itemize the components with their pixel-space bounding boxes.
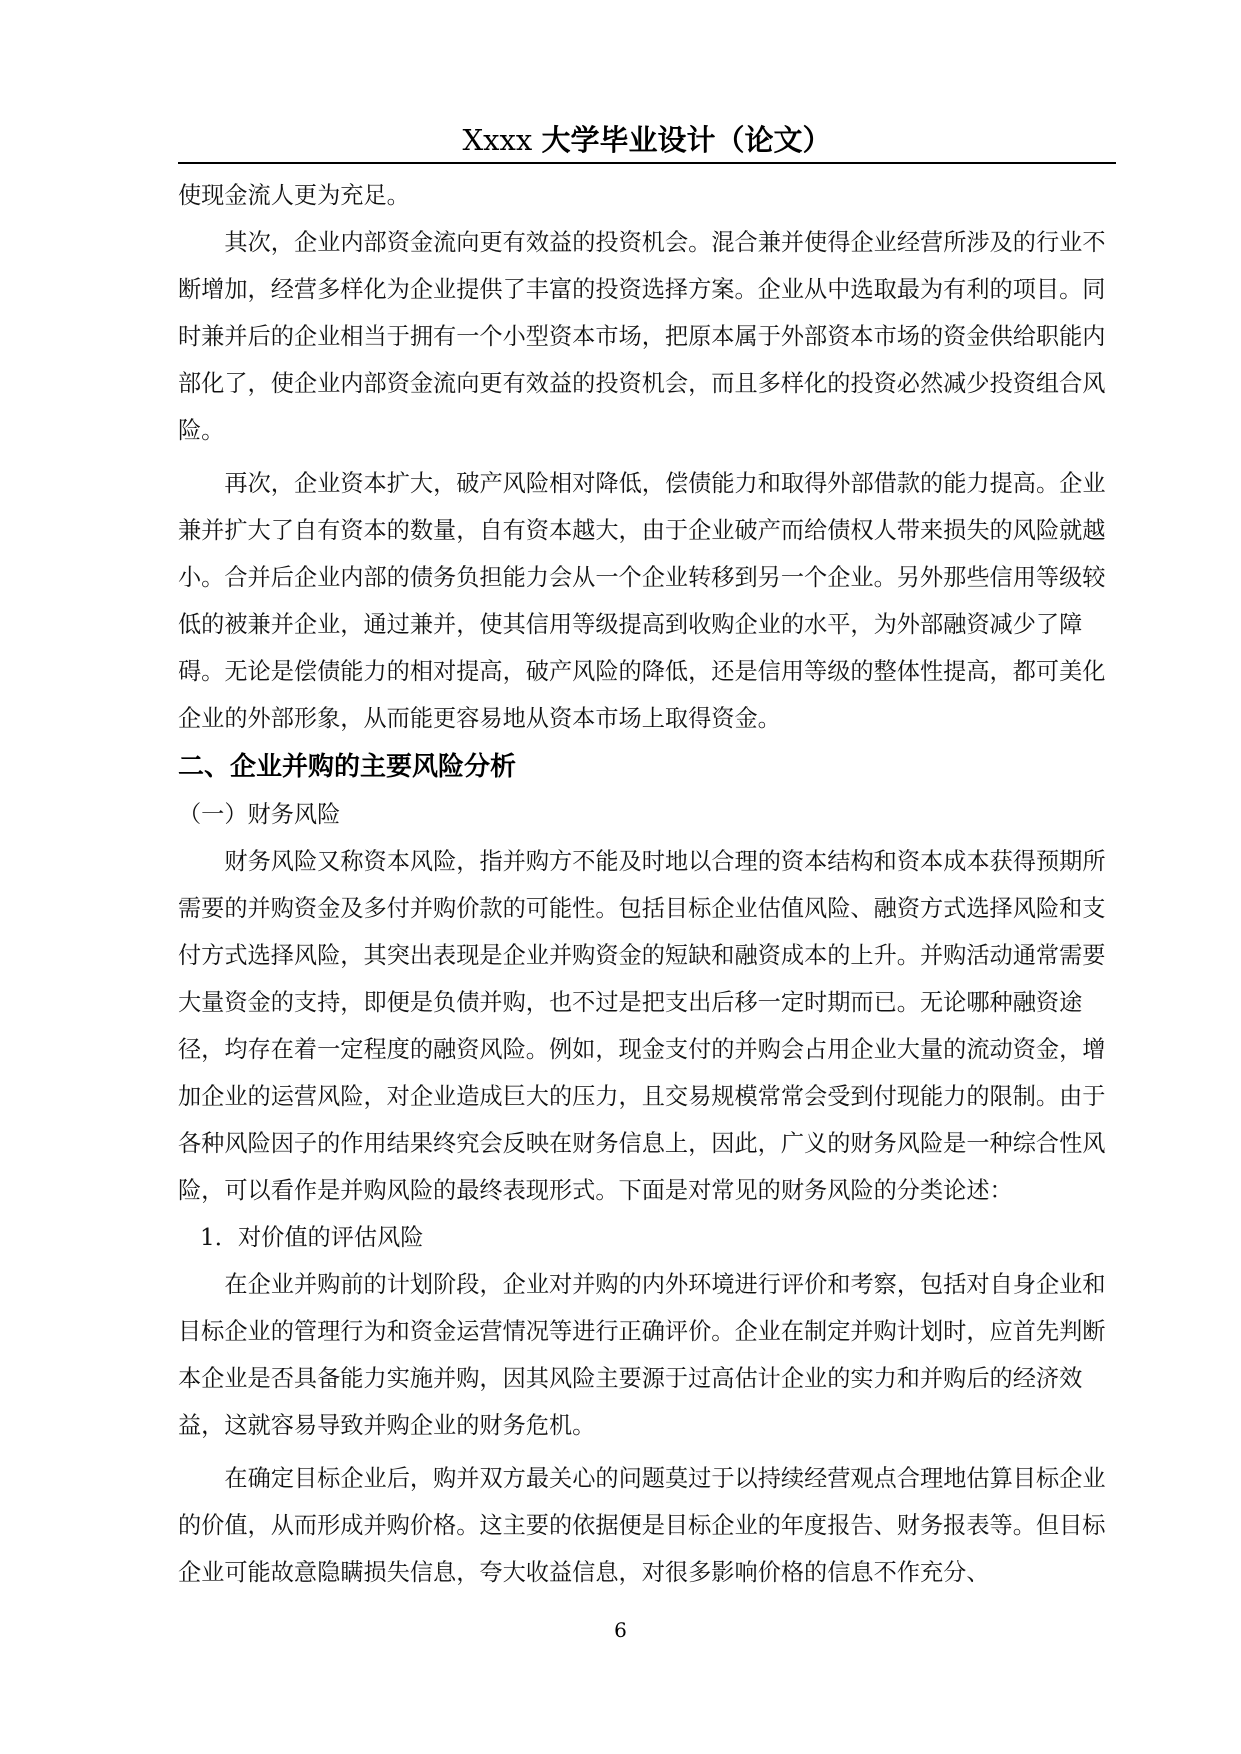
page-number: 6 [614, 1618, 627, 1642]
subsection-heading: （一）财务风险 [178, 801, 341, 828]
paragraph-3: 财务风险又称资本风险，指并购方不能及时地以合理的资本结构和资本成本获得预期所需要的并购资金及多付并购价款的可能性。包括目标企业估值风险、融资方式选择风险和支付方式选择风险，其突出表现是企业并购资金的短缺和融资成本的上升。并购活动通常需要大量资金的支持，即便是负债并购，也不过是把支出后移一定时期而已。无论哪种融资途径，均存在着一定程度的融资风险。例如，现金支付的并购会占用企业大量的流动资金，增加企业的运营风险，对企业造成巨大的压力，且交易规模常常会受到付现能力的限制。由于各种风险因子的作用结果终究会反映在财务信息上，因此，广义的财务风险是一种综合性风险，可以看作是并购风险的最终表现形式。下面是对常见的财务风险的分类论述： [178, 848, 1106, 1204]
paragraph-0: 使现金流人更为充足。 [178, 182, 410, 209]
body-text [178, 172, 1118, 1596]
paragraph-1: 其次，企业内部资金流向更有效益的投资机会。混合兼并使得企业经营所涉及的行业不断增加，经营多样化为企业提供了丰富的投资选择方案。企业从中选取最为有利的项目。同时兼并后的企业相当于拥有一个小型资本市场，把原本属于外部资本市场的资金供给职能内部化了，使企业内部资金流向更有效益的投资机会，而且多样化的投资必然减少投资组合风险。 [178, 229, 1106, 444]
paragraph-4: 在企业并购前的计划阶段，企业对并购的内外环境进行评价和考察，包括对自身企业和目标企业的管理行为和资金运营情况等进行正确评价。企业在制定并购计划时，应首先判断本企业是否具备能力实施并购，因其风险主要源于过高估计企业的实力和并购后的经济效益，这就容易导致并购企业的财务危机。 [178, 1271, 1106, 1439]
paragraph-5: 在确定目标企业后，购并双方最关心的问题莫过于以持续经营观点合理地估算目标企业的价值，从而形成并购价格。这主要的依据便是目标企业的年度报告、财务报表等。但目标企业可能故意隐瞒损失信息，夸大收益信息，对很多影响价格的信息不作充分、 [178, 1465, 1106, 1586]
header-latin: Xxxx [462, 123, 533, 157]
page-header [178, 118, 1116, 162]
section-heading: 二、企业并购的主要风险分析 [178, 752, 517, 782]
item-heading: 1．对价值的评估风险 [200, 1224, 424, 1251]
header-rule [178, 162, 1116, 164]
paragraph-2: 再次，企业资本扩大，破产风险相对降低，偿债能力和取得外部借款的能力提高。企业兼并扩大了自有资本的数量，自有资本越大，由于企业破产而给债权人带来损失的风险就越小。合并后企业内部的债务负担能力会从一个企业转移到另一个企业。另外那些信用等级较低的被兼并企业，通过兼并，使其信用等级提高到收购企业的水平，为外部融资减少了障碍。无论是偿债能力的相对提高，破产风险的降低，还是信用等级的整体性提高，都可美化企业的外部形象，从而能更容易地从资本市场上取得资金。 [178, 470, 1106, 732]
header-title: 大学毕业设计（论文） [541, 123, 832, 157]
